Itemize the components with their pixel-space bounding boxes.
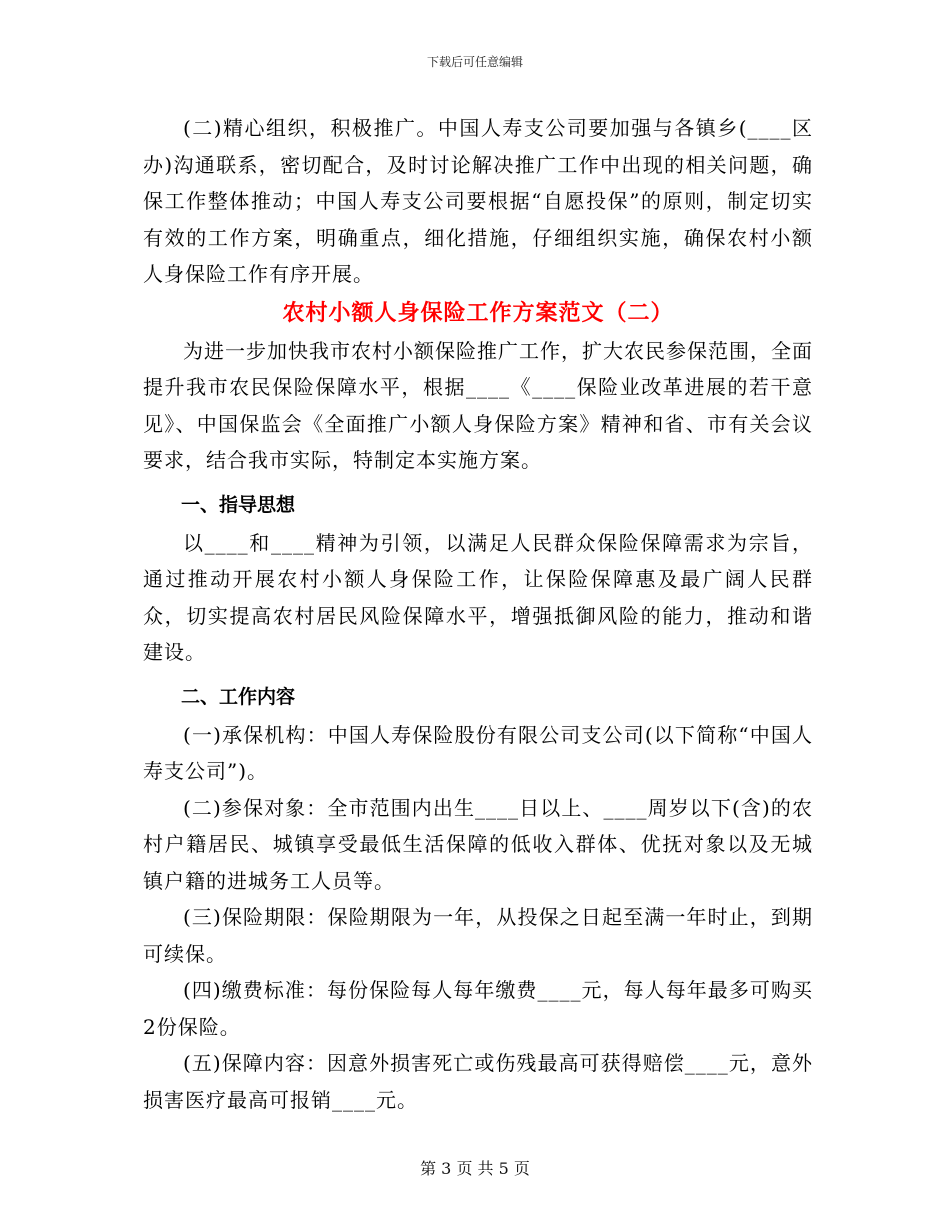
item-underwriter: (一)承保机构：中国人寿保险股份有限公司支公司(以下简称“中国人寿支公司”)。 bbox=[143, 722, 813, 783]
paragraph-organize: (二)精心组织，积极推广。中国人寿支公司要加强与各镇乡(____区办)沟通联系，密切配合，及时讨论解决推广工作中出现的相关问题，确保工作整体推动；中国人寿支公司要根据“自愿投保”的原则，制定切实有效的工作方案，明确重点，细化措施，仔细组织实施，确保农村小额人身保险工作有序开展。 bbox=[143, 116, 813, 286]
item-insurance-period: (三)保险期限：保险期限为一年，从投保之日起至满一年时止，到期可续保。 bbox=[143, 905, 813, 966]
document-title: 农村小额人身保险工作方案范文（二） bbox=[282, 299, 674, 326]
page-header-note: 下载后可任意编辑 bbox=[426, 55, 523, 69]
paragraph-intro: 为进一步加快我市农村小额保险推广工作，扩大农民参保范围，全面提升我市农民保险保障水平，根据____《____保险业改革进展的若干意见》、中国保监会《全面推广小额人身保险方案》精神和省、市有关会议要求，结合我市实际，特制定本实施方案。 bbox=[143, 338, 813, 472]
item-coverage: (五)保障内容：因意外损害死亡或伤残最高可获得赔偿____元，意外损害医疗最高可报销____元。 bbox=[143, 1051, 813, 1112]
paragraph-guiding: 以____和____精神为引领，以满足人民群众保险保障需求为宗旨，通过推动开展农村小额人身保险工作，让保险保障惠及最广阔人民群众，切实提高农村居民风险保障水平，增强抵御风险的能力，推动和谐建设。 bbox=[143, 530, 813, 664]
heading-guiding-thought: 一、指导思想 bbox=[181, 493, 296, 516]
item-payment-standard: (四)缴费标准：每份保险每人每年缴费____元，每人每年最多可购买2份保险。 bbox=[143, 978, 813, 1039]
document-body bbox=[143, 110, 813, 1118]
item-insured-targets: (二)参保对象：全市范围内出生____日以上、____周岁以下(含)的农村户籍居民、城镇享受最低生活保障的低收入群体、优抚对象以及无城镇户籍的进城务工人员等。 bbox=[143, 795, 813, 893]
heading-work-content: 二、工作内容 bbox=[181, 685, 296, 708]
page-number: 第 3 页 共 5 页 bbox=[420, 1159, 530, 1178]
